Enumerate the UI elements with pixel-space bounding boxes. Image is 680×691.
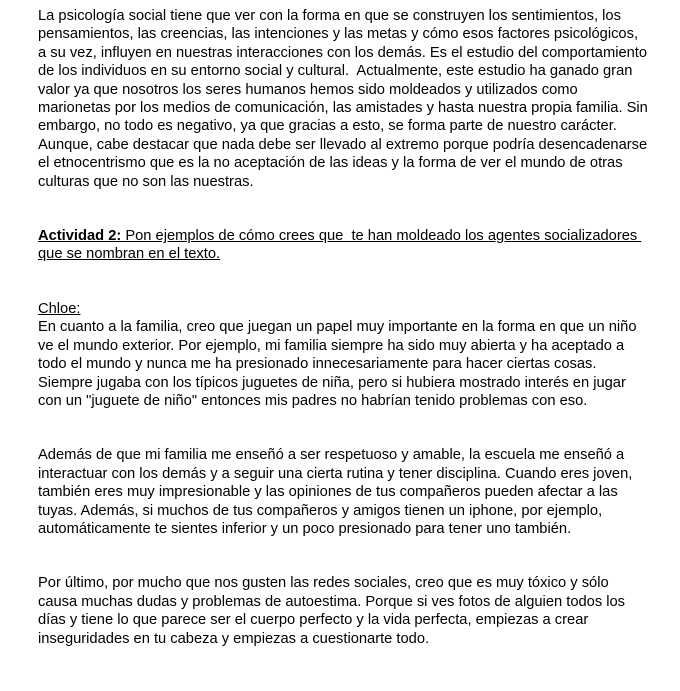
paragraph-intro	[38, 7, 650, 191]
text-run: En cuanto a la familia, creo que juegan un papel muy importante en la forma en que un niño ve el mundo exterior. Por ejemplo, mi familia siempre ha sido muy abierta y ha aceptado a todo el mundo y nunca me ha presionado innecesariamente para hacer ciertas cosas. Siempre jugaba con los típicos juguetes de niña, pero si hubiera mostrado interés en jugar con un "juguete de niño" entonces mis padres no habrían tenido problemas con eso.	[38, 319, 641, 409]
paragraph-school-peers-paragraph	[38, 446, 650, 538]
text-run: La psicología social tiene que ver con la forma en que se construyen los sentimientos, los pensamientos, las creencias, las intenciones y las metas y cómo esos factores psicológicos, a su vez, influyen en nuestras interacciones con los demás. Es el estudio del comportamiento de los individuos en su entorno social y cultural. Actualmente, este estudio ha ganado gran valor ya que nosotros los seres humanos hemos sido moldeados y utilizados como marionetas por los medios de comunicación, las amistades y hasta nuestra propia familia. Sin embargo, no todo es negativo, ya que gracias a esto, se forma parte de nuestro carácter. Aunque, cabe destacar que nada debe ser llevado al extremo porque podría desencadenarse el etnocentrismo que es la no aceptación de las ideas y la forma de ver el mundo de otras culturas que no son las nuestras.	[38, 8, 652, 190]
paragraph-family-paragraph	[38, 318, 650, 410]
text-run: Pon ejemplos de cómo crees que te han moldeado los agentes socializadores que se nombran en el texto.	[38, 228, 642, 263]
text-run: Actividad 2:	[38, 228, 122, 245]
text-run: Además de que mi familia me enseñó a ser respetuoso y amable, la escuela me enseñó a interactuar con los demás y a seguir una cierta rutina y tener disciplina. Cuando eres joven, también eres muy impresionable y las opiniones de tus compañeros pueden afectar a las tuyas. Además, si muchos de tus compañeros y amigos tienen un iphone, por ejemplo, automáticamente te sientes inferior y un poco presionado para tener uno también.	[38, 447, 637, 537]
paragraph-social-media-paragraph	[38, 574, 650, 648]
document-body	[38, 7, 650, 648]
paragraph-chloe-label	[38, 300, 650, 318]
text-run: Por último, por mucho que nos gusten las redes sociales, creo que es muy tóxico y sólo causa muchas dudas y problemas de autoestima. Porque si ves fotos de alguien todos los días y tiene lo que parece ser el cuerpo perfecto y la vida perfecta, empiezas a crear inseguridades en tu cabeza y empiezas a cuestionarte todo.	[38, 575, 630, 647]
paragraph-activity-heading	[38, 227, 650, 264]
text-run: Chloe:	[38, 300, 81, 317]
